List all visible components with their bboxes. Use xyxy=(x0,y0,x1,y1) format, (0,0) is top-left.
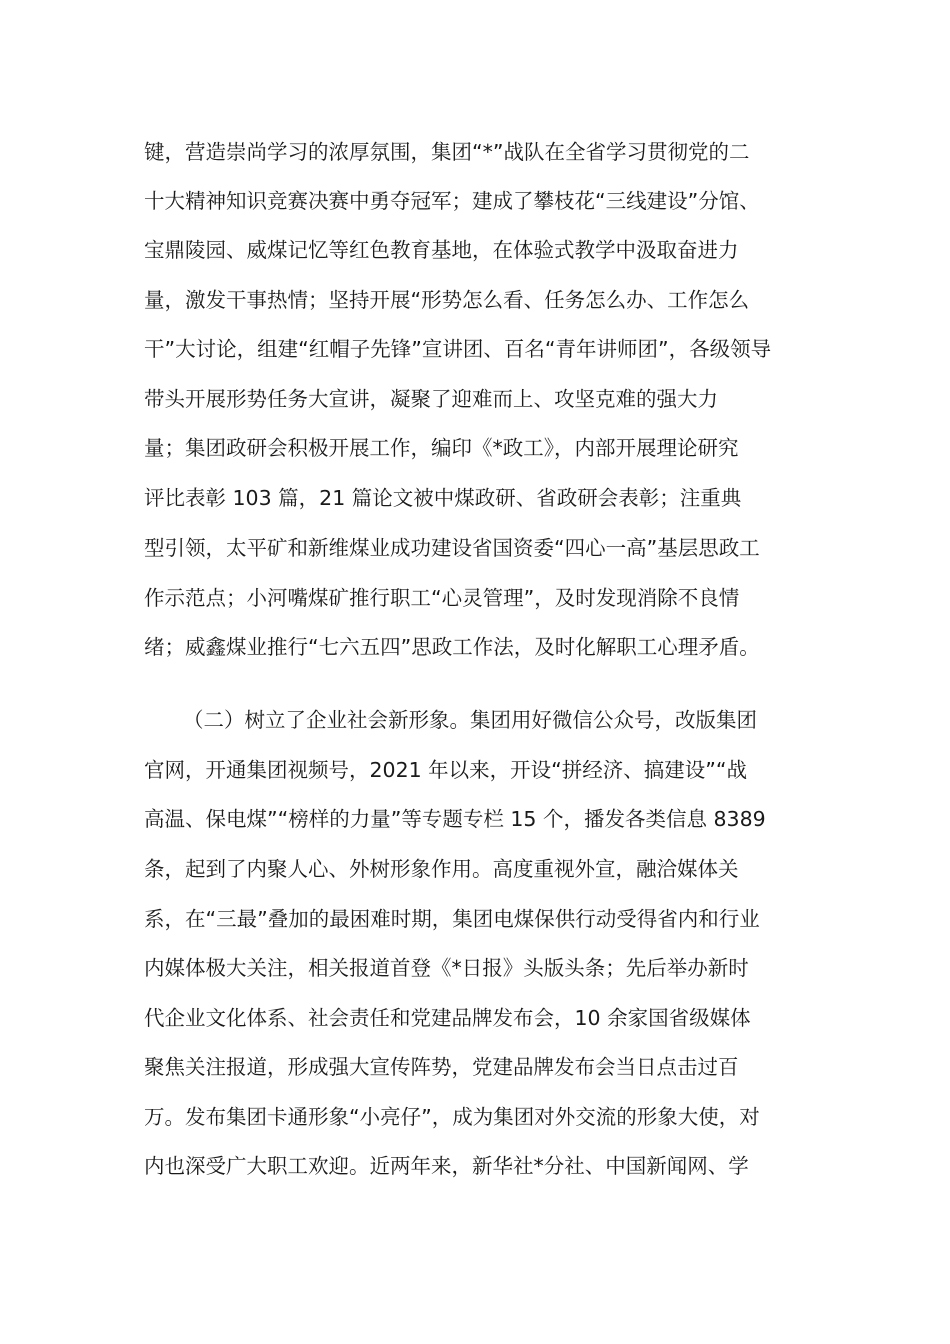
paragraph-1-line-5: 干”大讨论，组建“红帽子先锋”宣讲团、百名“青年讲师团”，各级领导 xyxy=(144,337,772,361)
paragraph-1-line-1: 键，营造崇尚学习的浓厚氛围，集团“*”战队在全省学习贯彻党的二 xyxy=(144,140,750,164)
paragraph-2-line-10: 内也深受广大职工欢迎。近两年来，新华社*分社、中国新闻网、学 xyxy=(144,1154,749,1178)
paragraph-1-line-2: 十大精神知识竞赛决赛中勇夺冠军；建成了攀枝花“三线建设”分馆、 xyxy=(144,189,760,213)
paragraph-2-line-4: 条，起到了内聚人心、外树形象作用。高度重视外宣，融洽媒体关 xyxy=(144,857,739,881)
paragraph-2-line-3: 高温、保电煤”“榜样的力量”等专题专栏 15 个，播发各类信息 8389 xyxy=(144,807,766,831)
paragraph-2-line-7: 代企业文化体系、社会责任和党建品牌发布会，10 余家国省级媒体 xyxy=(144,1006,751,1030)
paragraph-2-line-6: 内媒体极大关注，相关报道首登《*日报》头版头条；先后举办新时 xyxy=(144,956,749,980)
paragraph-1-line-10: 作示范点；小河嘴煤矿推行职工“心灵管理”，及时发现消除不良情 xyxy=(144,586,740,610)
paragraph-2-line-5: 系，在“三最”叠加的最困难时期，集团电煤保供行动受得省内和行业 xyxy=(144,907,760,931)
paragraph-1-line-6: 带头开展形势任务大宣讲，凝聚了迎难而上、攻坚克难的强大力 xyxy=(144,387,718,411)
paragraph-2-line-1: （二）树立了企业社会新形象。集团用好微信公众号，改版集团 xyxy=(183,708,757,732)
paragraph-2-line-8: 聚焦关注报道，形成强大宣传阵势，党建品牌发布会当日点击过百 xyxy=(144,1055,739,1079)
paragraph-2-line-2: 官网，开通集团视频号，2021 年以来，开设“拼经济、搞建设”“战 xyxy=(144,758,748,782)
paragraph-1-line-9: 型引领，太平矿和新维煤业成功建设省国资委“四心一高”基层思政工 xyxy=(144,536,760,560)
paragraph-1-line-8: 评比表彰 103 篇，21 篇论文被中煤政研、省政研会表彰；注重典 xyxy=(144,486,742,510)
paragraph-1-line-3: 宝鼎陵园、威煤记忆等红色教育基地，在体验式教学中汲取奋进力 xyxy=(144,238,739,262)
paragraph-1-line-11: 绪；威鑫煤业推行“七六五四”思政工作法，及时化解职工心理矛盾。 xyxy=(144,635,760,659)
paragraph-1-line-4: 量，激发干事热情；坚持开展“形势怎么看、任务怎么办、工作怎么 xyxy=(144,288,750,312)
paragraph-1-line-7: 量；集团政研会积极开展工作，编印《*政工》，内部开展理论研究 xyxy=(144,436,739,460)
paragraph-2-line-9: 万。发布集团卡通形象“小亮仔”，成为集团对外交流的形象大使，对 xyxy=(144,1105,760,1129)
